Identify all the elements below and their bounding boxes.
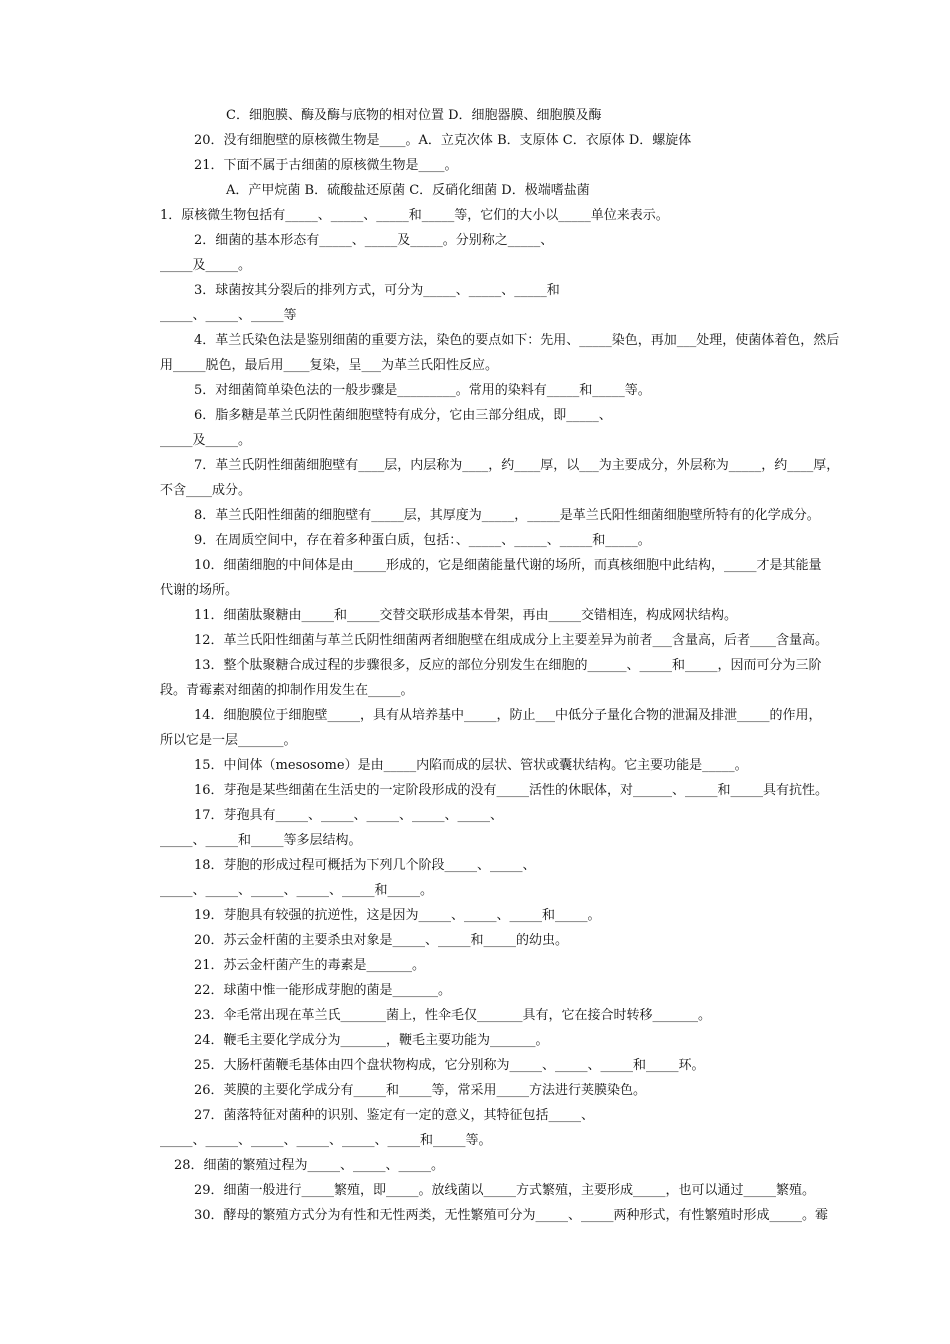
text-line: 17．芽孢具有_____、_____、_____、_____、_____、 bbox=[194, 808, 504, 823]
text-line: 2．细菌的基本形态有_____、_____及_____。分别称之_____、 bbox=[194, 233, 554, 248]
text-line: 代谢的场所。 bbox=[160, 583, 239, 598]
text-line: 18．芽胞的形成过程可概括为下列几个阶段_____、_____、 bbox=[194, 858, 536, 873]
text-line: 7．革兰氏阴性细菌细胞壁有____层，内层称为____，约____厚，以___为主要成分，外层称为_____，约____厚， bbox=[194, 458, 840, 473]
text-line: 19．芽胞具有较强的抗逆性，这是因为_____、_____、_____和_____。 bbox=[194, 908, 601, 923]
text-line: 20．没有细胞壁的原核微生物是____。A．立克次体 B．支原体 C．衣原体 D．螺旋体 bbox=[194, 133, 692, 148]
text-line: 1．原核微生物包括有_____、_____、_____和_____等，它们的大小以_____单位来表示。 bbox=[160, 208, 669, 223]
text-line: 28．细菌的繁殖过程为_____、_____、_____。 bbox=[174, 1158, 445, 1173]
text-line: A．产甲烷菌 B．硫酸盐还原菌 C．反硝化细菌 D．极端嗜盐菌 bbox=[226, 183, 590, 198]
text-line: 21．苏云金杆菌产生的毒素是_______。 bbox=[194, 958, 426, 973]
text-line: 13．整个肽聚糖合成过程的步骤很多，反应的部位分别发生在细胞的______、_____和_____，因而可分为三阶 bbox=[194, 658, 822, 673]
text-line: 8．革兰氏阳性细菌的细胞壁有_____层，其厚度为_____，_____是革兰氏阳性细菌细胞壁所特有的化学成分。 bbox=[194, 508, 820, 523]
text-line: 30．酵母的繁殖方式分为有性和无性两类，无性繁殖可分为_____、_____两种形式，有性繁殖时形成_____。霉 bbox=[194, 1208, 829, 1223]
text-line: 27．菌落特征对菌种的识别、鉴定有一定的意义，其特征包括_____、 bbox=[194, 1108, 595, 1123]
text-line: 24．鞭毛主要化学成分为_______，鞭毛主要功能为_______。 bbox=[194, 1033, 549, 1048]
text-line: 14．细胞膜位于细胞壁_____，具有从培养基中_____，防止___中低分子量化合物的泄漏及排泄_____的作用， bbox=[194, 708, 822, 723]
text-line: 所以它是一层_______。 bbox=[160, 733, 297, 748]
text-line: 5．对细菌简单染色法的一般步骤是_________。常用的染料有_____和_____等。 bbox=[194, 383, 651, 398]
text-line: C．细胞膜、酶及酶与底物的相对位置 D．细胞器膜、细胞膜及酶 bbox=[226, 108, 602, 123]
text-line: 21．下面不属于古细菌的原核微生物是____。 bbox=[194, 158, 458, 173]
text-line: 不含____成分。 bbox=[160, 483, 252, 498]
text-line: _____、_____、_____等 bbox=[160, 308, 297, 323]
text-line: _____、_____、_____、_____、_____和_____。 bbox=[160, 883, 434, 898]
text-line: 段。青霉素对细菌的抑制作用发生在_____。 bbox=[160, 683, 414, 698]
text-line: _____及_____。 bbox=[160, 433, 252, 448]
text-line: 22．球菌中惟一能形成芽胞的菌是_______。 bbox=[194, 983, 452, 998]
text-line: 16．芽孢是某些细菌在生活史的一定阶段形成的没有_____活性的休眠体，对______、_____和_____具有抗性。 bbox=[194, 783, 829, 798]
text-line: 3．球菌按其分裂后的排列方式，可分为_____、_____、_____和 bbox=[194, 283, 560, 298]
text-line: 用_____脱色，最后用____复染，呈___为革兰氏阳性反应。 bbox=[160, 358, 499, 373]
text-line: 15．中间体（mesosome）是由_____内陷而成的层状、管状或囊状结构。它主要功能是_____。 bbox=[194, 758, 748, 773]
text-line: 9．在周质空间中，存在着多种蛋白质，包括：、_____、_____、_____和_____。 bbox=[194, 533, 651, 548]
text-line: _____、_____、_____、_____、_____、_____和_____等。 bbox=[160, 1133, 492, 1148]
text-line: _____及_____。 bbox=[160, 258, 252, 273]
text-line: 26．荚膜的主要化学成分有_____和_____等，常采用_____方法进行荚膜染色。 bbox=[194, 1083, 647, 1098]
text-line: 10．细菌细胞的中间体是由_____形成的，它是细菌能量代谢的场所，而真核细胞中此结构，_____才是其能量 bbox=[194, 558, 822, 573]
text-line: 4．革兰氏染色法是鉴别细菌的重要方法，染色的要点如下：先用、_____染色，再加___处理，使菌体着色，然后 bbox=[194, 333, 840, 348]
text-line: _____、_____和_____等多层结构。 bbox=[160, 833, 362, 848]
text-line: 6．脂多糖是革兰氏阴性菌细胞壁特有成分，它由三部分组成，即_____、 bbox=[194, 408, 612, 423]
text-line: 23．伞毛常出现在革兰氏_______菌上，性伞毛仅_______具有，它在接合时转移_______。 bbox=[194, 1008, 712, 1023]
text-line: 29．细菌一般进行_____繁殖，即_____。放线菌以_____方式繁殖，主要形成_____，也可以通过_____繁殖。 bbox=[194, 1183, 816, 1198]
text-line: 25．大肠杆菌鞭毛基体由四个盘状物构成，它分别称为_____、_____、_____和_____环。 bbox=[194, 1058, 705, 1073]
text-line: 11．细菌肽聚糖由_____和_____交替交联形成基本骨架，再由_____交错相连，构成网状结构。 bbox=[194, 608, 738, 623]
text-line: 20．苏云金杆菌的主要杀虫对象是_____、_____和_____的幼虫。 bbox=[194, 933, 569, 948]
text-line: 12．革兰氏阳性细菌与革兰氏阴性细菌两者细胞壁在组成成分上主要差异为前者___含量高，后者____含量高。 bbox=[194, 633, 829, 648]
